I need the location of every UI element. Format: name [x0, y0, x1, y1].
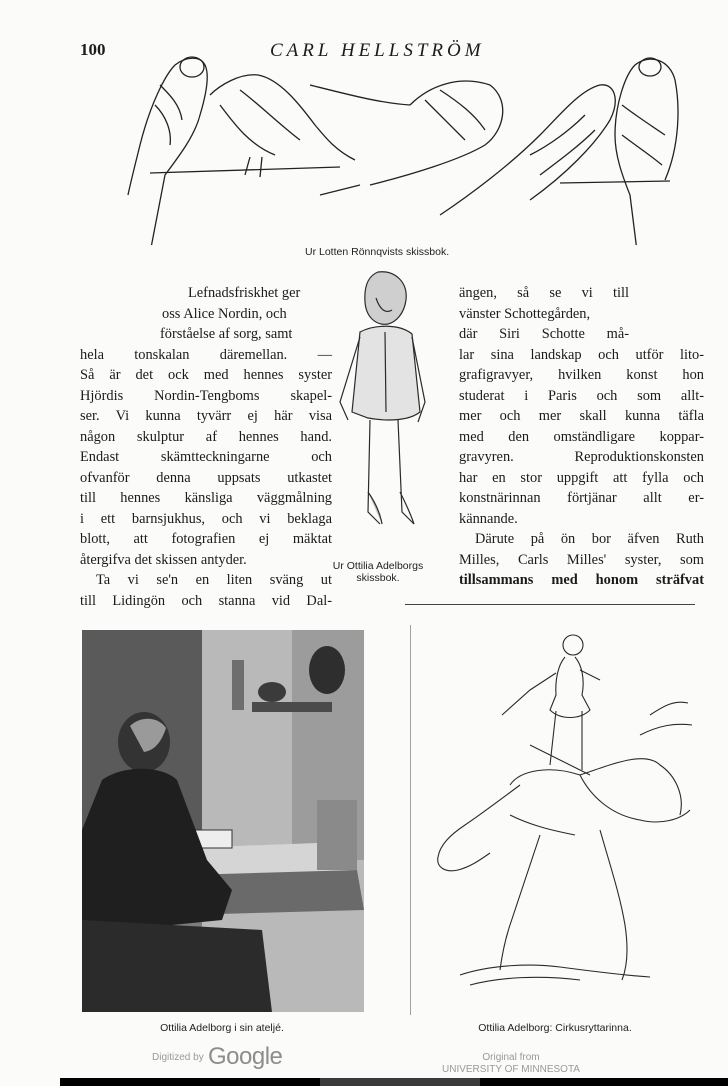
caption-child-line-1: Ur Ottilia Adelborgs [332, 560, 424, 572]
body-line: kännande. [459, 510, 518, 527]
body-line: ser. Vi kunna tyvärr ej här visa [80, 408, 332, 424]
body-line: i ett barnsjukhus, och vi beklaga [80, 510, 332, 527]
body-column-right [459, 283, 704, 591]
body-line: Så är det ock med hennes syster [80, 367, 332, 383]
body-line: ängen, så se vi till [459, 285, 629, 301]
caption-circus-sketch: Ottilia Adelborg: Cirkusryttarinna. [478, 1022, 632, 1034]
institution-name: UNIVERSITY OF MINNESOTA [442, 1064, 580, 1075]
original-from-label [440, 1052, 582, 1076]
body-line: oss Alice Nordin, och [162, 305, 287, 322]
body-line: hela tonskalan däremellan. — [80, 346, 332, 363]
body-line: lar sina landskap och utför lito- [459, 346, 704, 363]
body-line: Därute på ön bor äfven Ruth [475, 531, 704, 547]
circus-rider-sketch [410, 625, 695, 1015]
body-line: grafigravyer, hvilken konst hon [459, 367, 704, 383]
body-line: Hjördis Nordin-Tengboms skapel- [80, 387, 332, 404]
body-line: där Siri Schotte må- [459, 326, 629, 342]
caption-child-line-2: skissbok. [356, 572, 400, 584]
body-line: Lefnadsfriskhet ger [188, 285, 301, 301]
body-line: Ta vi se'n en liten sväng ut [96, 572, 332, 588]
studio-photograph [82, 630, 364, 1012]
body-line: studerat i Paris och som allt- [459, 387, 704, 404]
google-logo: Google [208, 1043, 283, 1070]
body-line: tillsammans med honom sträfvat [459, 572, 704, 588]
original-from-text: Original from [482, 1052, 540, 1063]
body-line: till Lidingön och stanna vid Dal- [80, 592, 332, 609]
body-line: ofvanför denna uppsats utkastet [80, 469, 332, 486]
scan-edge-strip [60, 1078, 728, 1086]
body-line: mer och mer skall kunna täfla [459, 408, 704, 424]
caption-studio-photo: Ottilia Adelborg i sin ateljé. [160, 1022, 284, 1034]
body-line: någon skulptur af hennes hand. [80, 428, 332, 445]
body-line: konstnärinnan förtjänar allt er- [459, 490, 704, 506]
caption-child-sketch [330, 560, 426, 584]
body-line: har en stor uppgift att fylla och [459, 469, 704, 486]
body-line: Milles, Carls Milles' syster, som [459, 551, 704, 568]
divider-rule [405, 604, 695, 605]
body-line: med den omständligare koppar- [459, 428, 704, 445]
budgerigar-sketch [110, 45, 700, 245]
digitized-by-label: Digitized by [152, 1052, 204, 1063]
body-line: återgifva det skissen antyder. [80, 551, 247, 568]
child-sketch [330, 262, 430, 562]
body-line: Endast skämtteckningarne och [80, 449, 332, 465]
body-line: förståelse af sorg, samt [160, 326, 293, 342]
body-line: blott, att fotografien ej mäktat [80, 531, 332, 547]
body-column-left [80, 283, 332, 611]
body-line: till hennes känsliga väggmålning [80, 490, 332, 506]
body-line: gravyren. Reproduktionskonsten [459, 449, 704, 465]
page-number: 100 [80, 40, 106, 59]
running-title: CARL HELLSTRÖM [270, 40, 485, 61]
caption-top-sketch: Ur Lotten Rönnqvists skissbok. [305, 246, 450, 258]
body-line: vänster Schottegården, [459, 305, 591, 322]
